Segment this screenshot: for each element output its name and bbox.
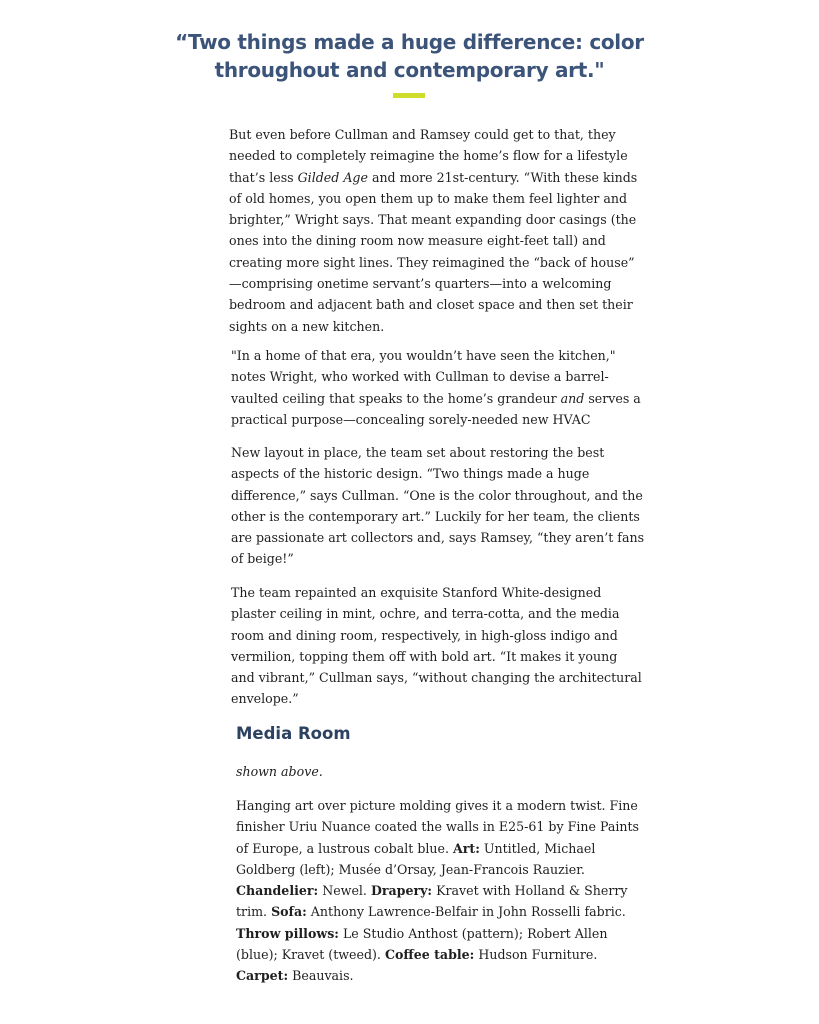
text-line: ones into the dining room now measure eight-feet tall) and (229, 233, 606, 249)
text-run: Le Studio Anthost (pattern); Robert Allen (338, 925, 608, 941)
text-line (231, 388, 641, 409)
emphasis-text: Gilded Age (297, 169, 368, 185)
pull-quote-accent-bar (393, 93, 425, 98)
text-run: Anthony Lawrence-Belfair in John Rosselli fabric. (306, 904, 626, 920)
text-line: Goldberg (left); Musée d’Orsay, Jean-Francois Rauzier. (236, 861, 585, 877)
text-line: room and dining room, respectively, in high-gloss indigo and (231, 627, 618, 643)
credit-label: Carpet: (236, 968, 289, 984)
text-run: Kravet with Holland & Sherry (432, 883, 628, 899)
emphasis-text: and (560, 390, 585, 406)
text-line: The team repainted an exquisite Stanford White-designed (231, 585, 602, 600)
text-line (229, 167, 637, 188)
body-paragraph (231, 345, 641, 430)
text-line: creating more sight lines. They reimagined the “back of house” (229, 254, 635, 270)
credit-label: Throw pillows: (236, 925, 339, 941)
credit-label: Sofa: (271, 904, 307, 920)
text-run: of Europe, a lustrous cobalt blue. (236, 840, 453, 856)
text-run: that’s less (229, 169, 298, 185)
text-run: Beauvais. (288, 968, 354, 984)
text-line: aspects of the historic design. “Two things made a huge (231, 466, 590, 482)
body-paragraph (229, 124, 637, 337)
text-run: serves a (584, 390, 641, 406)
text-run: Untitled, Michael (479, 840, 596, 856)
text-line: of old homes, you open them up to make them feel lighter and (229, 190, 628, 206)
text-line: needed to completely reimagine the home’s flow for a lifestyle (229, 148, 628, 164)
text-line: difference,” says Cullman. “One is the color throughout, and the (231, 487, 643, 503)
text-line (236, 965, 639, 986)
text-line (236, 901, 639, 922)
text-line: vermilion, topping them off with bold art. “It makes it young (231, 648, 618, 664)
text-line: sights on a new kitchen. (229, 318, 385, 334)
text-run: Newel. (318, 883, 371, 899)
text-line: brighter,” Wright says. That meant expanding door casings (the (229, 212, 637, 228)
credits-paragraph (236, 795, 639, 987)
pull-quote (150, 28, 669, 84)
text-line: notes Wright, who worked with Cullman to devise a barrel- (231, 369, 609, 385)
text-line: practical purpose—concealing sorely-needed new HVAC (231, 411, 591, 427)
text-line: of beige!” (231, 551, 294, 567)
text-line (236, 838, 639, 859)
text-line: envelope.” (231, 691, 299, 707)
text-line: bedroom and adjacent bath and closet space and then set their (229, 297, 633, 313)
text-line: and vibrant,” Cullman says, “without changing the architectural (231, 670, 642, 686)
section-heading: Media Room (236, 724, 351, 743)
credit-label: Chandelier: (236, 883, 319, 899)
pull-quote-line: throughout and contemporary art." (214, 58, 605, 82)
credit-label: Art: (452, 840, 480, 856)
text-run: vaulted ceiling that speaks to the home’s grandeur (231, 390, 561, 406)
text-line (236, 880, 639, 901)
text-line: other is the contemporary art.” Luckily for her team, the clients (231, 508, 640, 524)
text-run: Hudson Furniture. (474, 947, 598, 963)
text-run: (blue); Kravet (tweed). (236, 947, 385, 963)
text-run: trim. (236, 904, 272, 920)
text-line: But even before Cullman and Ramsey could get to that, they (229, 127, 616, 142)
text-line: "In a home of that era, you wouldn’t have seen the kitchen," (231, 348, 616, 363)
body-paragraph (231, 582, 642, 710)
credit-label: Coffee table: (384, 947, 475, 963)
pull-quote-line: “Two things made a huge difference: color (175, 30, 644, 54)
image-caption: shown above. (236, 764, 323, 779)
text-line (236, 923, 639, 944)
text-line: finisher Uriu Nuance coated the walls in E25-61 by Fine Paints (236, 819, 640, 835)
body-paragraph (231, 442, 644, 570)
text-run: and more 21st-century. “With these kinds (367, 169, 638, 185)
text-line: New layout in place, the team set about restoring the best (231, 445, 605, 460)
text-line: are passionate art collectors and, says Ramsey, “they aren’t fans (231, 530, 645, 546)
text-line: Hanging art over picture molding gives it a modern twist. Fine (236, 798, 638, 813)
text-line: —comprising onetime servant’s quarters—into a welcoming (229, 276, 612, 292)
credit-label: Drapery: (370, 883, 433, 899)
text-line: plaster ceiling in mint, ochre, and terra-cotta, and the media (231, 606, 620, 622)
text-line (236, 944, 639, 965)
